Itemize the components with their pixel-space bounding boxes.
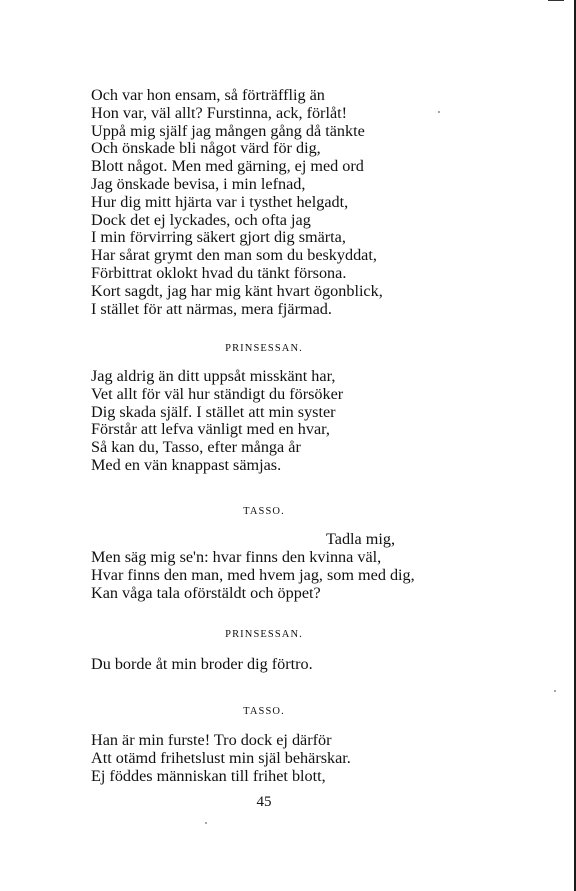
verse-line: Vet allt för väl hur ständigt du försöker bbox=[91, 384, 344, 403]
verse-line: Förstår att lefva vänligt med en hvar, bbox=[91, 420, 330, 439]
verse-block-2 bbox=[91, 368, 491, 475]
verse-block-4 bbox=[91, 656, 491, 674]
verse-line: Kan våga tala oförstäldt och öppet? bbox=[91, 583, 321, 602]
verse-line: Du borde åt min broder dig förtro. bbox=[91, 655, 313, 673]
scan-mark bbox=[548, 0, 564, 1]
verse-line: Dig skada själf. I stället att min syster bbox=[91, 402, 336, 421]
verse-line: Och var hon ensam, så förträfflig än bbox=[91, 86, 325, 104]
print-speck bbox=[205, 822, 207, 824]
verse-line: Så kan du, Tasso, efter många år bbox=[91, 438, 301, 457]
verse-line: Förbittrat oklokt hvad du tänkt försona. bbox=[91, 263, 347, 282]
speaker-heading: TASSO. bbox=[243, 706, 285, 717]
verse-line: Jag aldrig än ditt uppsåt misskänt har, bbox=[91, 367, 336, 385]
verse-line: Hon var, väl allt? Furstinna, ack, förlåt! bbox=[91, 103, 348, 122]
verse-line-indented: Tadla mig, bbox=[326, 530, 395, 548]
verse-line: Blott något. Men med gärning, ej med ord bbox=[91, 157, 364, 176]
verse-line: Med en vän knappast sämjas. bbox=[91, 455, 282, 474]
verse-line: Kort sagdt, jag har mig känt hvart ögonblick, bbox=[91, 281, 383, 300]
speaker-heading: TASSO. bbox=[243, 506, 285, 517]
verse-line: I min förvirring säkert gjort dig smärta, bbox=[91, 228, 346, 247]
speaker-heading: PRINSESSAN. bbox=[225, 629, 303, 640]
verse-line: Ej föddes människan till frihet blott, bbox=[91, 766, 326, 785]
verse-line: Hvar finns den man, med hvem jag, som med dig, bbox=[91, 565, 415, 584]
verse-block-5 bbox=[91, 732, 491, 785]
verse-block-1 bbox=[91, 87, 491, 318]
verse-line: Jag önskade bevisa, i min lefnad, bbox=[91, 174, 306, 193]
verse-line: Han är min furste! Tro dock ej därför bbox=[91, 731, 332, 749]
verse-line: Men säg mig se'n: hvar finns den kvinna väl, bbox=[91, 548, 382, 566]
verse-line: I stället för att närmas, mera fjärmad. bbox=[91, 299, 332, 318]
verse-line: Har sårat grymt den man som du beskyddat, bbox=[91, 246, 377, 265]
verse-line: Och önskade bli något värd för dig, bbox=[91, 139, 321, 158]
print-speck bbox=[438, 111, 440, 113]
verse-block-3 bbox=[91, 549, 491, 602]
verse-line: Uppå mig själf jag mången gång då tänkte bbox=[91, 121, 365, 140]
speaker-heading: PRINSESSAN. bbox=[225, 343, 303, 354]
verse-line: Dock det ej lyckades, och ofta jag bbox=[91, 210, 311, 229]
page-number: 45 bbox=[256, 794, 272, 810]
verse-line: Att otämd frihetslust min själ behärskar. bbox=[91, 748, 351, 767]
print-speck bbox=[554, 690, 556, 692]
verse-line: Hur dig mitt hjärta var i tysthet helgadt, bbox=[91, 192, 349, 211]
